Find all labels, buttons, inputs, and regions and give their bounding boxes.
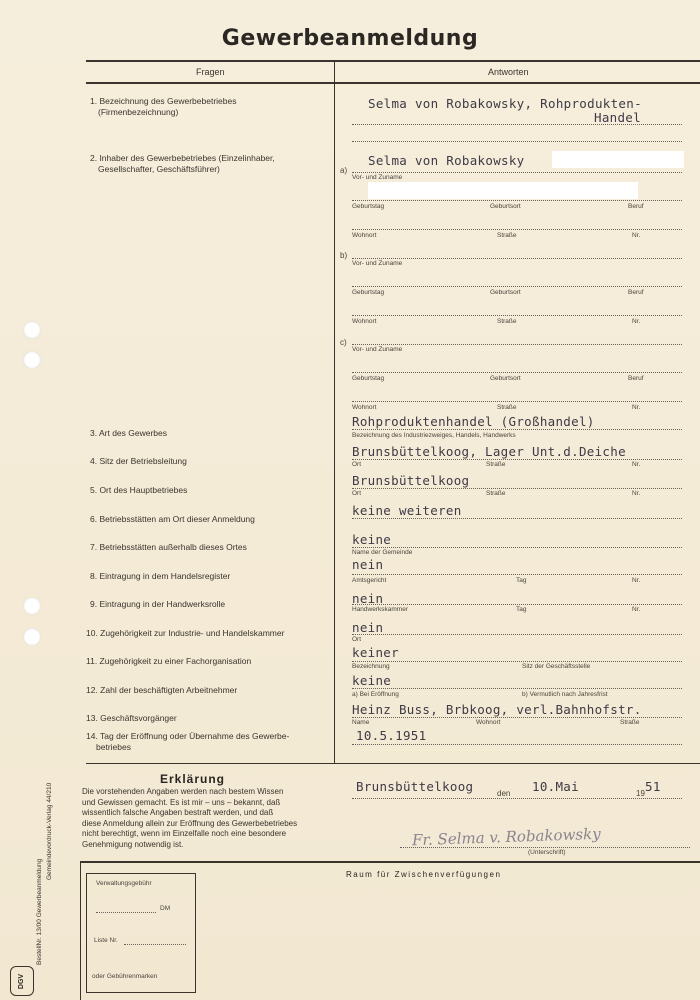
answer-11-office-label: Sitz der Geschäftsstelle xyxy=(522,663,591,670)
question-2-subtext: Gesellschafter, Geschäftsführer) xyxy=(98,164,220,174)
question-5: 5. Ort des Hauptbetriebes xyxy=(90,485,188,495)
answer-7-line xyxy=(352,547,682,548)
declaration-line-6: Genehmigung notwendig ist. xyxy=(82,839,184,849)
answer-4-ort-label: Ort xyxy=(352,461,362,468)
lower-section-border xyxy=(80,861,700,863)
fee-stamps-label: oder Gebührenmarken xyxy=(92,973,158,980)
answer-5-line xyxy=(352,488,682,489)
owner-b-name-line xyxy=(352,258,682,259)
answer-13-line xyxy=(352,717,682,718)
answer-8-day-label: Tag xyxy=(516,577,527,584)
owner-a-name[interactable]: Selma von Robakowsky xyxy=(368,153,525,168)
question-14-subtext: betriebes xyxy=(96,742,131,752)
answer-1-underline-2 xyxy=(352,141,682,142)
answer-13-street-label: Straße xyxy=(620,719,640,726)
declaration-line-4: diese Anmeldung allein zur Eröffnung des Gewerbebetriebes xyxy=(82,818,298,828)
question-1-subtext: (Firmenbezeichnung) xyxy=(98,107,179,117)
question-2 xyxy=(90,153,275,175)
answer-8[interactable]: nein xyxy=(352,557,384,572)
owner-a-marker: a) xyxy=(340,166,348,175)
answer-1-line1[interactable]: Selma von Robakowsky, Rohprodukten- xyxy=(368,96,642,111)
answer-3-line xyxy=(352,429,682,430)
owner-b-residence-label: Wohnort xyxy=(352,318,377,325)
owner-b-birthday-label: Geburtstag xyxy=(352,289,385,296)
date-line xyxy=(352,798,682,799)
question-10: 10. Zugehörigkeit zur Industrie- und Handelskammer xyxy=(86,628,285,638)
table-top-border xyxy=(86,60,700,62)
redaction-block-1 xyxy=(552,151,684,168)
owner-c-street-label: Straße xyxy=(497,404,517,411)
declaration-line-2: und Gewissen gemacht. Es ist mir – uns – bekannt, daß xyxy=(82,797,281,807)
header-bottom-border xyxy=(86,82,700,84)
punch-hole-1 xyxy=(23,321,41,339)
question-4: 4. Sitz der Betriebsleitung xyxy=(90,456,187,466)
answer-9-day-label: Tag xyxy=(516,606,527,613)
owner-b-name-label: Vor- und Zuname xyxy=(352,260,403,267)
form-title: Gewerbeanmeldung xyxy=(221,26,479,51)
answer-13[interactable]: Heinz Buss, Brbkoog, verl.Bahnhofstr. xyxy=(352,702,642,717)
question-9: 9. Eintragung in der Handwerksrolle xyxy=(90,599,226,609)
answer-10-ort-label: Ort xyxy=(352,636,362,643)
declaration-line-3: wissentlich falsche Angaben bestraft werden, und daß xyxy=(82,808,274,817)
owner-b-profession-label: Beruf xyxy=(628,289,644,296)
owner-a-profession-label: Beruf xyxy=(628,203,644,210)
answer-9[interactable]: nein xyxy=(352,591,384,606)
owner-b-street-label: Straße xyxy=(497,318,517,325)
fee-dm-label: DM xyxy=(160,905,171,912)
column-divider xyxy=(334,60,335,763)
answer-3-label: Bezeichnung des Industriezweiges, Handels, Handwerks xyxy=(352,432,516,439)
answer-3[interactable]: Rohproduktenhandel (Großhandel) xyxy=(352,414,595,429)
sidebar-publisher: Gemeindevordruck-Verlag 44/210 xyxy=(46,782,53,880)
publisher-logo-text: DGV xyxy=(18,973,26,989)
fee-dm-line xyxy=(96,912,156,913)
punch-hole-2 xyxy=(23,351,41,369)
answer-1-underline xyxy=(352,124,682,125)
answer-8-court-label: Amtsgericht xyxy=(352,577,387,584)
fee-title: Verwaltungsgebühr xyxy=(96,880,152,887)
answer-9-number-label: Nr. xyxy=(632,606,641,613)
owner-a-birthplace-label: Geburtsort xyxy=(490,203,521,210)
owner-a-residence-label: Wohnort xyxy=(352,232,377,239)
owner-c-name-line xyxy=(352,344,682,345)
owner-b-marker: b) xyxy=(340,251,348,260)
answer-12-year-label: b) Vermutlich nach Jahresfrist xyxy=(522,691,608,698)
answer-6-line xyxy=(352,518,682,519)
answer-9-line xyxy=(352,604,682,605)
question-2-text: 2. Inhaber des Gewerbebetriebes (Einzelinhaber, xyxy=(90,153,275,163)
question-7: 7. Betriebsstätten außerhalb dieses Ortes xyxy=(90,542,247,552)
header-questions: Fragen xyxy=(196,67,225,77)
owner-c-birthday-label: Geburtstag xyxy=(352,375,385,382)
question-3: 3. Art des Gewerbes xyxy=(90,428,168,438)
answer-13-name-label: Name xyxy=(352,719,370,726)
answer-4-number-label: Nr. xyxy=(632,461,641,468)
declaration-text xyxy=(82,787,340,850)
den-label: den xyxy=(497,789,511,798)
answer-4[interactable]: Brunsbüttelkoog, Lager Unt.d.Deiche xyxy=(352,444,626,459)
owner-c-profession-label: Beruf xyxy=(628,375,644,382)
owner-a-birthday-label: Geburtstag xyxy=(352,203,385,210)
question-8: 8. Eintragung in dem Handelsregister xyxy=(90,571,231,581)
answer-6[interactable]: keine weiteren xyxy=(352,503,462,518)
owner-a-birth-line xyxy=(352,200,682,201)
answer-5-street-label: Straße xyxy=(486,490,506,497)
question-11: 11. Zugehörigkeit zu einer Fachorganisation xyxy=(86,656,252,666)
question-13: 13. Geschäftsvorgänger xyxy=(86,713,177,723)
answer-10-line xyxy=(352,634,682,635)
question-14 xyxy=(86,731,289,753)
answer-4-street-label: Straße xyxy=(486,461,506,468)
declaration-line-1: Die vorstehenden Angaben werden nach bestem Wissen xyxy=(82,787,284,796)
intermediate-space-label: Raum für Zwischenverfügungen xyxy=(346,870,502,879)
owner-a-addr-line xyxy=(352,229,682,230)
answer-12-opening-label: a) Bei Eröffnung xyxy=(352,691,399,698)
owner-c-number-label: Nr. xyxy=(632,404,641,411)
owner-c-addr-line xyxy=(352,401,682,402)
owner-b-number-label: Nr. xyxy=(632,318,641,325)
declaration-line-5: nicht berechtigt, wenn im Einzelfalle noch eine besondere xyxy=(82,829,287,838)
owner-c-birth-line xyxy=(352,372,682,373)
fee-list-label: Liste Nr. xyxy=(94,937,118,944)
answer-8-line xyxy=(352,574,682,575)
header-answers: Antworten xyxy=(488,67,529,77)
signature[interactable]: Fr. Selma v. Robakowsky xyxy=(411,824,601,850)
signature-line xyxy=(400,847,690,848)
date-field[interactable]: 10.Mai xyxy=(532,779,579,794)
signature-label: (Unterschrift) xyxy=(528,849,566,856)
answer-9-chamber-label: Handwerkskammer xyxy=(352,606,408,613)
owner-c-name-label: Vor- und Zuname xyxy=(352,346,403,353)
answer-12-line xyxy=(352,688,682,689)
owner-a-name-label: Vor- und Zuname xyxy=(352,174,403,181)
fee-list-line xyxy=(124,944,186,945)
answer-14-line xyxy=(352,744,682,745)
question-1 xyxy=(90,96,236,118)
punch-hole-3 xyxy=(23,597,41,615)
owner-c-residence-label: Wohnort xyxy=(352,404,377,411)
year-prefix: 19 xyxy=(636,789,645,798)
question-14-text: 14. Tag der Eröffnung oder Übernahme des Gewerbe- xyxy=(86,731,290,741)
table-bottom-border xyxy=(86,763,700,764)
answer-7-label: Name der Gemeinde xyxy=(352,549,413,556)
answer-5-ort-label: Ort xyxy=(352,490,362,497)
redaction-block-2 xyxy=(368,182,638,199)
answer-11-line xyxy=(352,661,682,662)
owner-b-birthplace-label: Geburtsort xyxy=(490,289,521,296)
answer-5[interactable]: Brunsbüttelkoog xyxy=(352,473,470,488)
answer-5-number-label: Nr. xyxy=(632,490,641,497)
sidebar-order-number: BestellNr. 13/00 Gewerbeanmeldung xyxy=(36,858,43,965)
owner-b-birth-line xyxy=(352,286,682,287)
owner-a-street-label: Straße xyxy=(497,232,517,239)
answer-4-line xyxy=(352,459,682,460)
owner-a-name-line xyxy=(352,172,682,173)
answer-14[interactable]: 10.5.1951 xyxy=(356,728,427,743)
answer-11[interactable]: keiner xyxy=(352,645,399,660)
publisher-logo xyxy=(10,966,34,996)
place-field[interactable]: Brunsbüttelkoog xyxy=(356,779,474,794)
punch-hole-4 xyxy=(23,628,41,646)
year-field[interactable]: 51 xyxy=(645,779,661,794)
question-12: 12. Zahl der beschäftigten Arbeitnehmer xyxy=(86,685,238,695)
answer-8-number-label: Nr. xyxy=(632,577,641,584)
answer-13-residence-label: Wohnort xyxy=(476,719,501,726)
answer-7[interactable]: keine xyxy=(352,532,392,547)
question-1-text: 1. Bezeichnung des Gewerbebetriebes xyxy=(90,96,237,106)
owner-b-addr-line xyxy=(352,315,682,316)
answer-11-label: Bezeichnung xyxy=(352,663,390,670)
owner-a-number-label: Nr. xyxy=(632,232,641,239)
question-6: 6. Betriebsstätten am Ort dieser Anmeldung xyxy=(90,514,255,524)
declaration-title: Erklärung xyxy=(160,772,226,786)
owner-c-birthplace-label: Geburtsort xyxy=(490,375,521,382)
owner-c-marker: c) xyxy=(340,338,347,347)
answer-1-line2[interactable]: Handel xyxy=(594,110,641,125)
answer-12[interactable]: keine xyxy=(352,673,392,688)
answer-10[interactable]: nein xyxy=(352,620,384,635)
lower-section-left-border xyxy=(80,861,81,1000)
